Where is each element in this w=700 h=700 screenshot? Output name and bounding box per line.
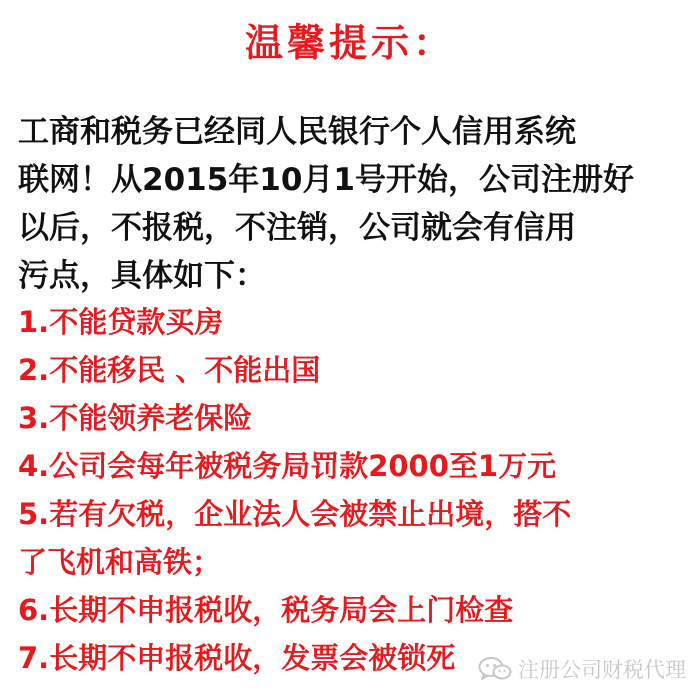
list-item: 1.不能贷款买房 (18, 305, 224, 339)
watermark-text: 注册公司财税代理 (518, 658, 686, 682)
intro-line: 工商和税务已经同人民银行个人信用系统 (18, 114, 576, 150)
intro-line: 以后，不报税，不注销，公司就会有信用 (18, 210, 576, 246)
page-title: 温馨提示： (244, 21, 455, 65)
intro-line: 污点，具体如下： (18, 258, 266, 294)
watermark (478, 654, 686, 684)
list-item: 2.不能移民 、不能出国 (18, 353, 321, 387)
list-item: 5.若有欠税，企业法人会被禁止出境，搭不 (18, 497, 572, 531)
list-item: 6.长期不申报税收，税务局会上门检查 (18, 593, 514, 627)
intro-paragraph (18, 108, 688, 300)
list-item: 7.长期不申报税收，发票会被锁死 (18, 641, 456, 675)
list-item: 3.不能领养老保险 (18, 401, 253, 435)
intro-line: 联网！从2015年10月1号开始，公司注册好 (18, 162, 634, 198)
wechat-icon (478, 656, 512, 682)
consequence-list (18, 298, 688, 682)
list-item-continuation: 了飞机和高铁； (18, 545, 222, 579)
list-item: 4.公司会每年被税务局罚款2000至1万元 (18, 449, 557, 483)
